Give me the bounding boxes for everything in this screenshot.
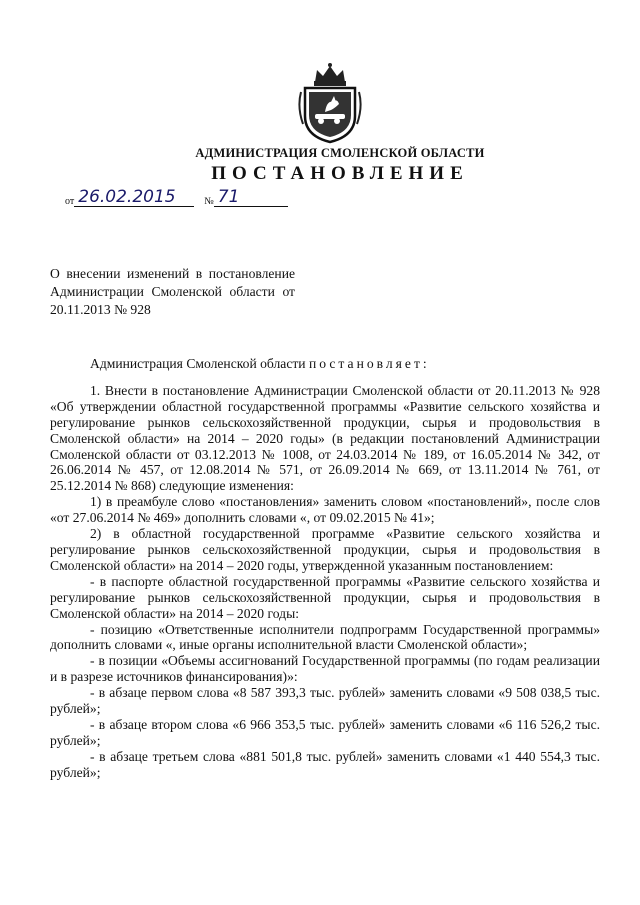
paragraph: - в паспорте областной государственной программы «Развитие сельского хозяйства и регулирование рынков сельскохозяйственной продукции, сырья и продовольствия в Смоленской области» на 2014 – 2020 годы: <box>50 573 600 621</box>
paragraph: 1) в преамбуле слово «постановления» заменить словом «постановлений», после слов «от 27.06.2014 № 469» дополнить словами «, от 09.02.2015 № 41»; <box>50 494 600 526</box>
document-body <box>50 356 600 781</box>
date-number-line <box>65 188 288 207</box>
paragraph: 2) в областной государственной программе «Развитие сельского хозяйства и регулирование рынков сельскохозяйственной продукции, сырья и продовольствия в Смоленской области» на 2014 – 2020 годы, утвержденной указанным постановлением: <box>50 526 600 573</box>
paragraph: - в абзаце первом слова «8 587 393,3 тыс. рублей» заменить словами «9 508 038,5 тыс. рублей»; <box>50 685 600 717</box>
paragraph: - в абзаце третьем слова «881 501,8 тыс. рублей» заменить словами «1 440 554,3 тыс. рублей»; <box>50 748 600 780</box>
handwritten-number: 71 <box>214 188 288 207</box>
document-type-title: ПОСТАНОВЛЕНИЕ <box>211 163 469 184</box>
date-prefix: от <box>65 196 75 207</box>
paragraph: - в позиции «Объемы ассигнований Государственной программы (по годам реализации и в разрезе источников финансирования)»: <box>50 653 600 685</box>
paragraph: 1. Внести в постановление Администрации Смоленской области от 20.11.2013 № 928 «Об утверждении областной государственной программы «Развитие сельского хозяйства и регулирование рынков сельскохозяйственной продукции, сырья и продовольствия в Смоленской области» на 2014 – 2020 годы» (в редакции постановлений Администрации Смоленской области от 03.12.2013 № 1008, от 24.03.2014 № 189, от 16.05.2014 № 342, от 26.06.2014 № 457, от 12.08.2014 № 571, от 26.09.2014 № 669, от 13.11.2014 № 761, от 25.12.2014 № 868) следующие изменения: <box>50 382 600 494</box>
number-label: № <box>204 196 214 207</box>
document-subject: О внесении изменений в постановление Администрации Смоленской области от 20.11.2013 № 928 <box>50 266 295 317</box>
handwritten-date: 26.02.2015 <box>74 188 194 207</box>
organization-name: АДМИНИСТРАЦИЯ СМОЛЕНСКОЙ ОБЛАСТИ <box>195 146 485 160</box>
intro-verb: постановляет: <box>308 356 430 371</box>
paragraph: - позицию «Ответственные исполнители подпрограмм Государственной программы» дополнить словами «, иные органы исполнительной власти Смоленской области»; <box>50 621 600 653</box>
smolensk-coat-of-arms-icon <box>297 62 363 144</box>
intro-line <box>50 356 600 372</box>
paragraph: - в абзаце втором слова «6 966 353,5 тыс. рублей» заменить словами «6 116 526,2 тыс. рублей»; <box>50 716 600 748</box>
intro-text: Администрация Смоленской области <box>90 356 306 371</box>
